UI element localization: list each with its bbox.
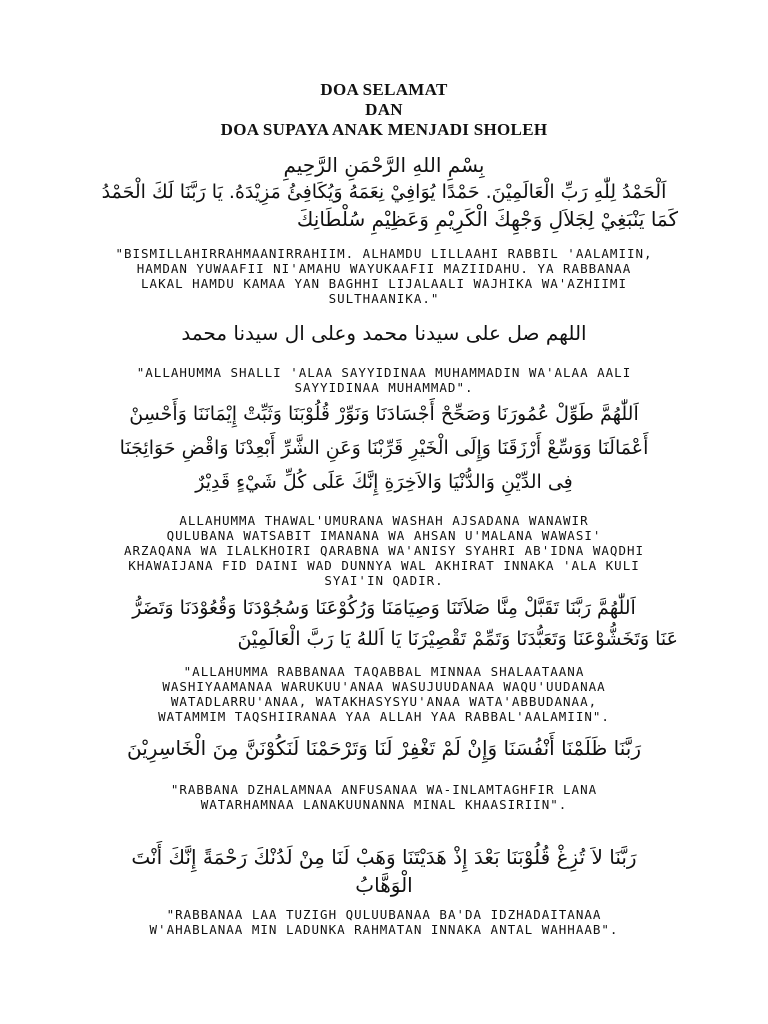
prayer-6-transliteration [90,907,678,937]
arabic-line: اَللّٰهُمَّ طَوِّلْ عُمُورَنَا وَصَحِّحْ أَجْسَادَنَا وَنَوِّرْ قُلُوْبَنَا وَثَبِّتْ إِيْمَانَنَا وَأَحْسِنْ [129,403,639,425]
latin-line: ARZAQANA WA ILALKHOIRI QARABNA WA'ANISY SYAHRI AB'IDNA WAQDHI [123,543,645,558]
prayer-2-transliteration [90,365,678,395]
arabic-line: اَللّٰهُمَّ رَبَّنَا تَقَبَّلْ مِنَّا صَلاَتَنَا وَصِيَامَنَا وَرُكُوْعَنَا وَسُجُوْدَنَا وَقُعُوْدَنَا وَتَضَرُّ [132,597,636,619]
latin-line: "ALLAHUMMA RABBANAA TAQABBAL MINNAA SHALAATAANA [183,664,585,679]
arabic-line: رَبَّنَا لاَ تُزِغْ قُلُوْبَنَا بَعْدَ إِذْ هَدَيْتَنَا وَهَبْ لَنَا مِنْ لَدُنْكَ رَحْمَةً إِنَّكَ أَنْتَ [131,845,637,869]
prayer-6-arabic [90,843,678,899]
prayer-3-arabic [90,402,678,495]
latin-line: WATAMMIM TAQSHIIRANAA YAA ALLAH YAA RABBAL'AALAMIIN". [158,709,610,724]
title-line-2: DAN [365,100,403,119]
prayer-2-arabic [90,320,678,347]
latin-line: WASHIYAAMANAA WARUKUU'ANAA WASUJUUDANAA WAQU'UUDANAA [162,679,606,694]
latin-line: SYAI'IN QADIR. [324,573,444,588]
arabic-line: بِسْمِ اللهِ الرَّحْمَنِ الرَّحِيمِ [283,153,485,177]
arabic-line: فِى الدِّيْنِ وَالدُّنْيَا وَالاَخِرَةِ إِنَّكَ عَلَى كُلِّ شَيْءٍ قَدِيْرٌ [195,471,573,493]
prayer-4-arabic [90,596,678,652]
latin-line: WATADLARRU'ANAA, WATAKHASYSYU'ANAA WATA'ABBUDANAA, [170,694,598,709]
latin-line: "BISMILLAHIRRAHMAANIRRAHIIM. ALHAMDU LILLAAHI RABBIL 'AALAMIIN, [115,246,653,261]
latin-line: KHAWAIJANA FID DAINI WAD DUNNYA WAL AKHIRAT INNAKA 'ALA KULI [128,558,640,573]
latin-line: SULTHAANIKA." [328,291,440,306]
title-line-3: DOA SUPAYA ANAK MENJADI SHOLEH [220,120,548,139]
latin-line: W'AHABLANAA MIN LADUNKA RAHMATAN INNAKA ANTAL WAHHAAB". [149,922,619,937]
prayer-1-transliteration [90,246,678,306]
latin-line: QULUBANA WATSABIT IMANANA WA AHSAN U'MALANA WAWASI' [166,528,602,543]
title-line-1: DOA SELAMAT [320,80,448,99]
arabic-line: أَعْمَالَنَا وَوَسِّعْ أَرْزَقَنَا وَإِلَى الْخَيْرِ قَرِّبْنَا وَعَنِ الشَّرِّ أَبْعِدْنَا وَاقْضِ حَوَائِجَنَا [119,437,649,459]
arabic-line: اللهم صل على سيدنا محمد وعلى ال سيدنا محمد [181,321,587,345]
latin-line: ALLAHUMMA THAWAL'UMURANA WASHAH AJSADANA WANAWIR [179,513,589,528]
latin-line: WATARHAMNAA LANAKUUNANNA MINAL KHAASIRIIN". [200,797,568,812]
latin-line: "ALLAHUMMA SHALLI 'ALAA SAYYIDINAA MUHAMMADIN WA'ALAA AALI [136,365,632,380]
latin-line: LAKAL HAMDU KAMAA YAN BAGHHI LIJALAALI WAJHIKA WA'AZHIIMI [141,276,627,291]
prayer-3-transliteration [90,513,678,588]
prayer-4-transliteration [90,664,678,724]
latin-line: "RABBANA DZHALAMNAA ANFUSANAA WA-INLAMTAGHFIR LANA [170,782,598,797]
arabic-line: اَلْحَمْدُ لِلّٰهِ رَبِّ الْعَالَمِيْنَ. حَمْدًا يُوَافِيْ نِعَمَهُ وَيُكَافِئُ مَزِيْدَهُ. يَا رَبَّنَا لَكَ الْحَمْدُ [101,181,667,203]
prayer-1-arabic [90,152,678,233]
latin-line: SAYYIDINAA MUHAMMAD". [294,380,474,395]
latin-line: HAMDAN YUWAAFII NI'AMAHU WAYUKAAFII MAZIIDAHU. YA RABBANAA [136,261,632,276]
document-title [0,80,768,140]
prayer-5-transliteration [90,782,678,812]
latin-line: "RABBANAA LAA TUZIGH QULUUBANAA BA'DA IDZHADAITANAA [166,907,602,922]
arabic-line: عَنَا وَتَخَشُّوْعَنَا وَتَعَبُّدَنَا وَتَمِّمْ تَقْصِيْرَنَا يَا اَللهُ يَا رَبَّ الْعَالَمِيْنَ [237,628,678,650]
arabic-line: رَبَّنَا ظَلَمْنَا أَنْفُسَنَا وَإِنْ لَمْ تَغْفِرْ لَنَا وَتَرْحَمْنَا لَنَكُوْنَنَّ مِنَ الْخَاسِرِيْنَ [126,736,642,760]
prayer-5-arabic [90,735,678,762]
arabic-line: كَمَا يَنْبَغِيْ لِجَلاَلِ وَجْهِكَ الْكَرِيْمِ وَعَظِيْمِ سُلْطَانِكَ [296,207,678,231]
arabic-line: الْوَهَّابُ [355,873,413,897]
